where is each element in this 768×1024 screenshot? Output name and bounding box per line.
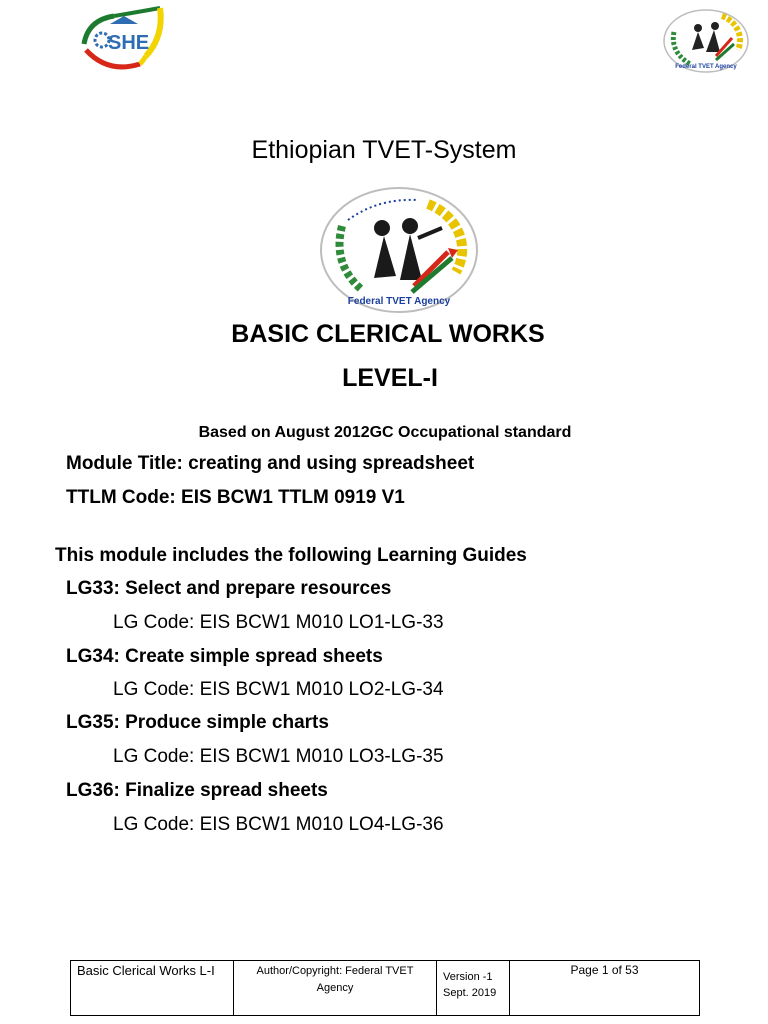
learning-guide-title: LG36: Finalize spread sheets bbox=[66, 780, 328, 801]
learning-guides-intro: This module includes the following Learning Guides bbox=[55, 545, 527, 566]
document-title: BASIC CLERICAL WORKS bbox=[231, 320, 545, 348]
learning-guide-title: LG33: Select and prepare resources bbox=[66, 578, 392, 599]
footer-course: Basic Clerical Works L-I bbox=[71, 961, 234, 1016]
emblem-caption: Federal TVET Agency bbox=[347, 296, 451, 307]
footer-page-number: Page 1 of 53 bbox=[510, 961, 700, 1016]
learning-guide-code: LG Code: EIS BCW1 M010 LO4-LG-36 bbox=[113, 814, 444, 835]
ttlm-code: TTLM Code: EIS BCW1 TTLM 0919 V1 bbox=[66, 487, 405, 508]
federal-tvet-agency-emblem-icon bbox=[318, 186, 480, 314]
footer-author-line1: Author/Copyright: Federal TVET bbox=[256, 965, 414, 977]
system-title: Ethiopian TVET-System bbox=[251, 136, 517, 164]
page-footer bbox=[70, 960, 700, 1016]
module-title: Module Title: creating and using spreadsheet bbox=[66, 453, 475, 474]
level-label: LEVEL-I bbox=[342, 364, 438, 392]
learning-guide-title: LG34: Create simple spread sheets bbox=[66, 646, 383, 667]
footer-version-date: Sept. 2019 bbox=[443, 987, 497, 999]
she-logo-text: SHE bbox=[108, 32, 150, 54]
learning-guide-code: LG Code: EIS BCW1 M010 LO2-LG-34 bbox=[113, 679, 444, 700]
learning-guide-code: LG Code: EIS BCW1 M010 LO1-LG-33 bbox=[113, 612, 444, 633]
footer-author-line2: Agency bbox=[316, 982, 354, 994]
learning-guide-code: LG Code: EIS BCW1 M010 LO3-LG-35 bbox=[113, 746, 444, 767]
she-logo-icon bbox=[80, 6, 164, 70]
learning-guide-title: LG35: Produce simple charts bbox=[66, 712, 329, 733]
footer-author bbox=[234, 961, 437, 1016]
federal-tvet-agency-seal-icon bbox=[662, 8, 750, 74]
seal-caption: Federal TVET Agency bbox=[675, 64, 737, 70]
footer-version-number: Version -1 bbox=[443, 971, 493, 983]
footer-version bbox=[437, 961, 510, 1016]
occupational-standard-note: Based on August 2012GC Occupational standard bbox=[198, 424, 572, 441]
